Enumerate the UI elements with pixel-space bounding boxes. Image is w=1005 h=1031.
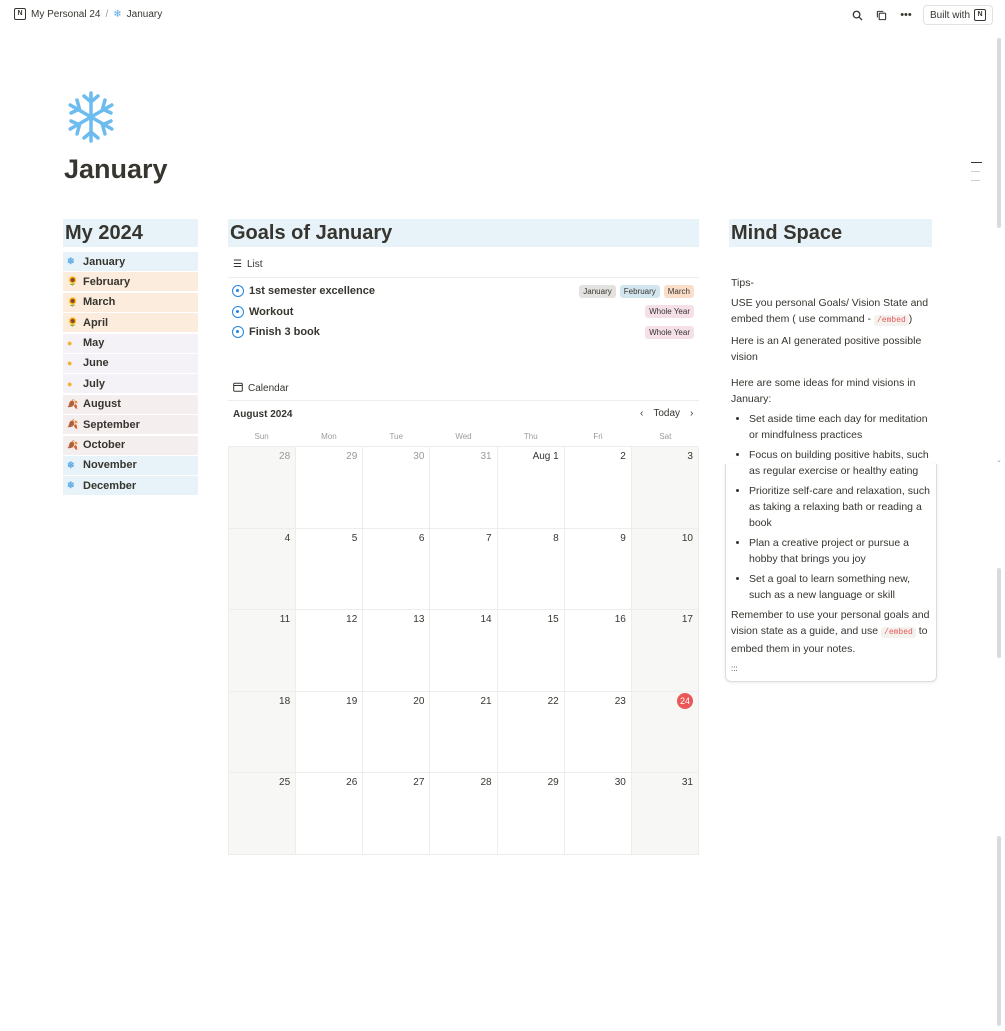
weekday-label: Fri [593, 432, 603, 441]
mind-space-content [731, 275, 931, 681]
weekday-label: Mon [321, 432, 337, 441]
list-view-label: List [246, 259, 263, 270]
month-label: July [83, 377, 106, 390]
calendar-day[interactable] [497, 772, 564, 854]
day-number: 19 [346, 695, 358, 707]
day-number: 29 [346, 451, 358, 462]
idea-item: • Focus on building positive habits, such as regular exercise or healthy eating [749, 447, 931, 479]
page-title: January [64, 154, 168, 184]
calendar-week [228, 446, 699, 528]
day-number: Aug 1 [532, 451, 559, 462]
mind-space-heading: Mind Space [729, 219, 932, 247]
goal-item[interactable] [232, 323, 694, 341]
toc-line[interactable] [971, 171, 980, 172]
day-number: 12 [346, 614, 358, 625]
calendar-day[interactable] [228, 609, 295, 691]
toc-line-active[interactable] [971, 162, 982, 163]
ideas-list [731, 411, 931, 603]
calendar-week [228, 528, 699, 610]
my2024-heading: My 2024 [63, 219, 198, 247]
embed-instruction: USE you personal Goals/ Vision State and embed them ( use command - /embed ) [731, 297, 929, 325]
month-label: October [83, 439, 126, 452]
month-label: February [83, 275, 131, 288]
calendar-day[interactable] [362, 772, 429, 854]
day-number: 8 [553, 532, 559, 544]
calendar-day[interactable] [497, 691, 564, 773]
list-view-tab[interactable] [233, 259, 263, 270]
search-button[interactable] [851, 8, 865, 22]
tag: February [620, 285, 660, 298]
notion-logo-icon: N [14, 8, 26, 20]
built-with-notion-button[interactable] [923, 5, 993, 25]
calendar-day[interactable] [295, 772, 362, 854]
calendar-day[interactable] [295, 691, 362, 773]
calendar-day[interactable] [295, 446, 362, 528]
month-item-april[interactable] [63, 313, 198, 332]
calendar-icon [233, 382, 243, 395]
idea-item: • Prioritize self-care and relaxation, such as taking a relaxing bath or reading a book [749, 483, 931, 531]
day-number: 17 [681, 614, 693, 625]
day-number: 31 [480, 451, 492, 462]
calendar-day[interactable] [497, 528, 564, 610]
breadcrumb-page[interactable]: January [126, 8, 163, 20]
month-item-august[interactable] [63, 395, 198, 414]
scrollbar-thumb[interactable] [997, 38, 1001, 228]
day-number: 15 [547, 614, 559, 625]
chevron-down-icon: ⌄ [996, 457, 1002, 464]
goal-title: Finish 3 book [249, 326, 320, 338]
day-number: 10 [681, 532, 693, 544]
embed-command: /embed [881, 627, 916, 638]
day-number: 6 [418, 532, 425, 544]
top-bar [0, 0, 1005, 30]
calendar-day[interactable] [429, 446, 496, 528]
chevron-right-icon[interactable]: › [690, 408, 694, 419]
weekday-header [228, 428, 699, 446]
day-number: 11 [279, 614, 291, 625]
day-number: 16 [614, 614, 626, 625]
built-with-label: Built with [929, 9, 970, 21]
month-item-june[interactable] [63, 354, 198, 373]
sunflower-icon: 🌻 [67, 317, 79, 328]
sun-icon: ● [67, 338, 73, 349]
toc-line[interactable] [971, 180, 980, 181]
month-item-october[interactable] [63, 436, 198, 455]
scrollbar[interactable] [996, 30, 1002, 1030]
day-number: 4 [284, 532, 291, 544]
leaves-icon: 🍂 [67, 419, 79, 430]
calendar-day[interactable] [429, 528, 496, 610]
calendar-day[interactable] [228, 446, 295, 528]
calendar-day[interactable] [497, 446, 564, 528]
day-number: 2 [620, 451, 626, 462]
goal-item[interactable] [232, 303, 694, 321]
day-number: 29 [547, 777, 559, 788]
tag: January [579, 285, 615, 298]
duplicate-button[interactable] [875, 8, 889, 22]
embed-command: /embed [874, 315, 909, 326]
day-number: 28 [480, 777, 492, 788]
calendar-day[interactable] [295, 528, 362, 610]
sunflower-icon: 🌻 [67, 276, 79, 287]
goal-item[interactable] [232, 282, 694, 300]
goal-title: 1st semester excellence [249, 285, 375, 297]
weekday-label: Sat [659, 432, 672, 441]
leaves-icon: 🍂 [67, 439, 79, 450]
calendar-day[interactable] [631, 446, 699, 528]
ideas-intro: Here are some ideas for mind visions in January: [731, 377, 916, 405]
day-number: 22 [547, 695, 559, 707]
sun-icon: ● [67, 378, 73, 389]
month-label: September [83, 418, 140, 431]
calendar-view-tab[interactable] [233, 382, 289, 395]
month-item-december[interactable] [63, 476, 198, 495]
month-label: March [83, 296, 116, 309]
calendar-day[interactable] [631, 609, 699, 691]
calendar-day[interactable] [429, 609, 496, 691]
idea-item: • Set a goal to learn something new, such as a new language or skill [749, 571, 931, 603]
calendar-day[interactable] [564, 446, 631, 528]
month-item-february[interactable] [63, 272, 198, 291]
day-number: 20 [413, 695, 425, 707]
ellipsis-icon: ••• [900, 9, 912, 21]
calendar-view-label: Calendar [248, 383, 289, 394]
month-label: May [83, 337, 105, 350]
calendar-day[interactable] [228, 772, 295, 854]
day-number: 23 [614, 695, 626, 707]
search-icon [852, 10, 863, 21]
day-number: 30 [413, 451, 425, 462]
today-button[interactable]: Today [653, 408, 681, 419]
month-item-september[interactable] [63, 415, 198, 434]
list-icon: ☰ [233, 259, 242, 270]
day-number: 30 [614, 777, 626, 788]
month-item-july[interactable] [63, 374, 198, 393]
calendar-day[interactable] [362, 691, 429, 773]
calendar-week [228, 691, 699, 773]
month-item-january[interactable] [63, 252, 198, 271]
divider [228, 400, 699, 401]
calendar-day[interactable] [228, 528, 295, 610]
weekday-label: Wed [455, 432, 472, 441]
table-of-contents[interactable] [971, 162, 982, 189]
sun-icon: ● [67, 358, 73, 369]
month-label: November [83, 459, 137, 472]
calendar-day[interactable] [362, 446, 429, 528]
calendar-day[interactable] [429, 772, 496, 854]
calendar-day[interactable] [631, 528, 699, 610]
calendar-day[interactable] [564, 772, 631, 854]
leaves-icon: 🍂 [67, 398, 79, 409]
ai-vision-note: Here is an AI generated positive possible vision [731, 335, 922, 363]
breadcrumb-separator: / [105, 8, 109, 20]
calendar-day[interactable] [362, 528, 429, 610]
notion-logo-icon: N [974, 9, 986, 21]
remember-note: Remember to use your personal goals and vision state as a guide, and use /embed to embed them in your notes. [731, 609, 930, 655]
tag: March [664, 285, 694, 298]
calendar-grid [228, 428, 699, 855]
calendar-week [228, 609, 699, 691]
month-item-may[interactable] [63, 334, 198, 353]
breadcrumb-workspace[interactable]: My Personal 24 [31, 8, 101, 20]
day-number: 26 [346, 777, 358, 788]
weekday-label: Sun [254, 432, 269, 441]
day-number: 7 [486, 532, 492, 544]
calendar-day[interactable] [228, 691, 295, 773]
tag: Whole Year [645, 326, 694, 339]
target-icon [232, 326, 244, 338]
calendar-day[interactable] [295, 609, 362, 691]
month-label: June [83, 357, 109, 370]
day-number: 13 [413, 614, 425, 625]
scrollbar-thumb[interactable] [997, 836, 1001, 1026]
snowflake-icon[interactable] [64, 90, 118, 144]
day-number: 9 [620, 532, 626, 544]
month-label: August [83, 398, 121, 411]
day-number: 27 [413, 777, 425, 788]
day-number: 5 [351, 532, 358, 544]
sunflower-icon: 🌻 [67, 296, 79, 307]
end-marker: ::: [731, 664, 738, 673]
target-icon [232, 306, 244, 318]
calendar-day[interactable] [564, 528, 631, 610]
month-label: April [83, 316, 109, 329]
target-icon [232, 285, 244, 297]
idea-item: • Set aside time each day for meditation or mindfulness practices [749, 411, 931, 443]
breadcrumb [14, 8, 162, 20]
divider [228, 277, 699, 278]
calendar-day[interactable] [429, 691, 496, 773]
goal-title: Workout [249, 305, 294, 318]
weekday-label: Thu [523, 432, 538, 441]
duplicate-icon [876, 10, 887, 21]
calendar-week [228, 772, 699, 855]
goals-heading: Goals of January [228, 219, 699, 247]
calendar-month-label: August 2024 [233, 409, 293, 420]
scrollbar-thumb[interactable] [997, 568, 1001, 658]
month-label: January [83, 255, 126, 268]
months-list [63, 252, 198, 497]
day-number: 18 [279, 695, 291, 707]
snowflake-icon: ❄ [113, 8, 122, 20]
month-label: December [83, 479, 137, 492]
calendar-day[interactable] [497, 609, 564, 691]
tag: Whole Year [645, 305, 694, 318]
day-number: 14 [480, 614, 492, 625]
calendar-day[interactable] [362, 609, 429, 691]
snowflake-icon: ❄ [67, 480, 75, 491]
snowflake-icon: ❄ [67, 256, 75, 266]
more-options-button[interactable] [899, 8, 913, 22]
idea-item: • Plan a creative project or pursue a hobby that brings you joy [749, 535, 931, 567]
today-marker: 24 [677, 693, 693, 709]
month-item-march[interactable] [63, 293, 198, 312]
calendar-day[interactable] [564, 691, 631, 773]
calendar-day[interactable] [631, 772, 699, 854]
day-number: 25 [279, 777, 291, 788]
calendar-day[interactable] [631, 691, 699, 773]
weekday-label: Tue [389, 432, 403, 441]
calendar-nav [640, 408, 693, 419]
calendar-day[interactable] [564, 609, 631, 691]
day-number: 28 [279, 451, 291, 462]
month-item-november[interactable] [63, 456, 198, 475]
snowflake-icon: ❄ [67, 459, 75, 470]
day-number: 31 [681, 777, 693, 788]
day-number: 3 [687, 451, 693, 462]
day-number: 21 [480, 695, 492, 707]
tips-label: Tips- [731, 277, 754, 289]
chevron-left-icon[interactable]: ‹ [640, 408, 644, 419]
